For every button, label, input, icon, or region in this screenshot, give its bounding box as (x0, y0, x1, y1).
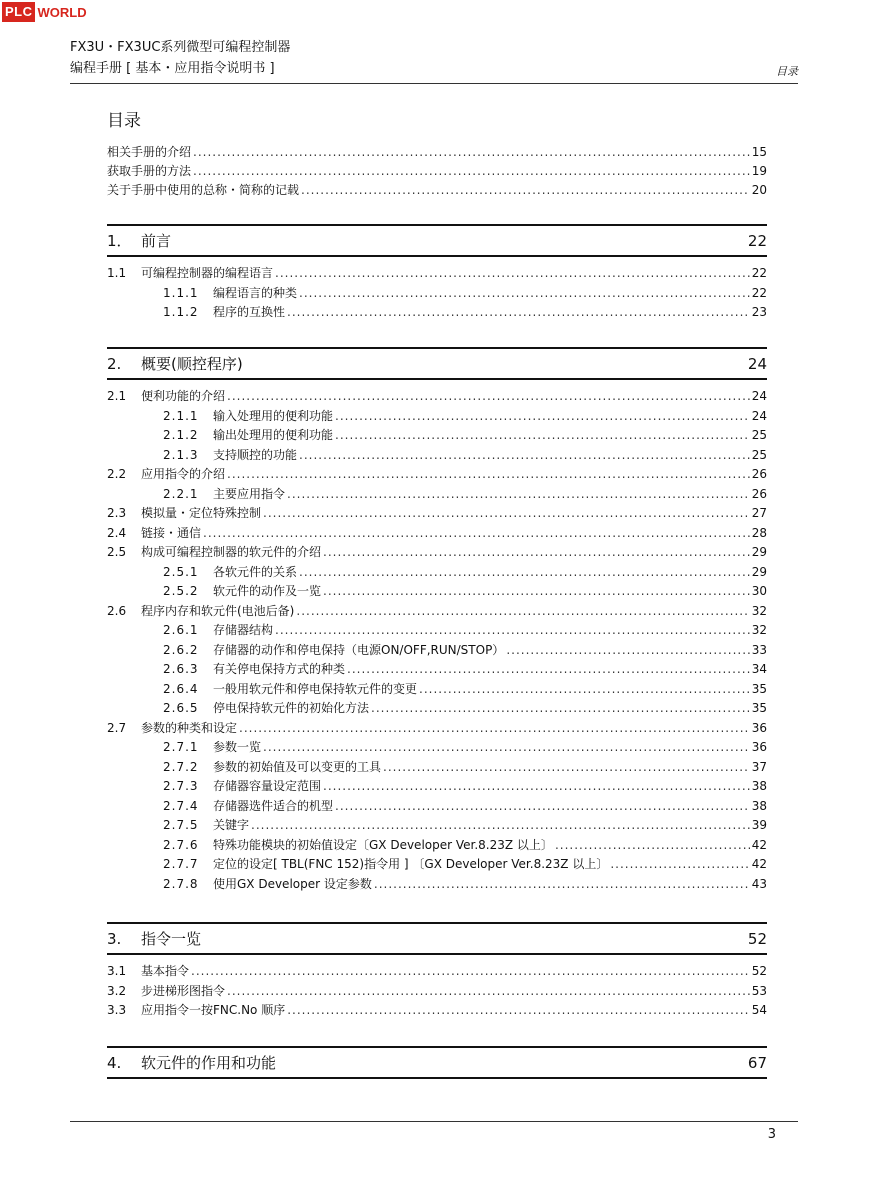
toc-entry-title: 构成可编程控制器的软元件的介绍 (141, 545, 322, 559)
toc-entry-number: 2.2.1 (163, 486, 199, 501)
dot-leader (191, 964, 750, 979)
dot-leader (335, 428, 750, 443)
toc-subsection-entry[interactable] (107, 875, 767, 892)
dot-leader (347, 662, 750, 677)
toc-subsection-entry[interactable] (107, 407, 767, 424)
dot-leader (299, 448, 750, 463)
toc-entry-title: 关键字 (213, 818, 250, 832)
toc-entry-page: 24 (751, 389, 767, 403)
dot-leader (239, 721, 750, 736)
toc-entry-title: 程序的互换性 (213, 305, 286, 319)
dot-leader (287, 487, 750, 502)
chapter-title: 概要(顺控程序) (141, 355, 243, 373)
toc-entry-number: 2.1 (107, 389, 127, 403)
toc-entry-title: 软元件的动作及一览 (213, 584, 322, 598)
dot-leader (227, 389, 750, 404)
dot-leader (419, 682, 750, 697)
chapter-page: 52 (747, 929, 767, 948)
toc-entry-number: 2.7.3 (163, 779, 199, 793)
toc-entry-title: 相关手册的介绍 (107, 145, 192, 159)
toc-subsection-entry[interactable] (107, 621, 767, 638)
toc-subsection-entry[interactable] (107, 284, 767, 301)
toc-entry-page: 19 (751, 164, 767, 178)
dot-leader (275, 623, 750, 638)
toc-entry-number: 3.2 (107, 983, 127, 998)
toc-entry-title: 支持顺控的功能 (213, 447, 298, 462)
toc-entry-page: 38 (751, 779, 767, 793)
toc-section-entry[interactable] (107, 602, 767, 619)
toc-entry-title: 输入处理用的便利功能 (213, 408, 334, 423)
toc-entry-page: 30 (751, 584, 767, 598)
toc-entry-title: 步进梯形图指令 (141, 983, 226, 998)
page-number: 3 (767, 1127, 776, 1142)
toc-entry-page: 36 (751, 720, 767, 735)
dot-leader (335, 409, 750, 424)
toc-subsection-entry[interactable] (107, 660, 767, 677)
toc-entry-page: 22 (751, 285, 767, 300)
chapter-number: 3. (107, 929, 122, 948)
chapter-page: 24 (747, 354, 767, 373)
toc-entry-page: 43 (751, 876, 767, 891)
toc-entry-page: 29 (751, 564, 767, 579)
toc-entry-number: 2.5 (107, 545, 127, 559)
toc-entry-title: 链接・通信 (141, 525, 202, 540)
toc-entry-title: 获取手册的方法 (107, 164, 192, 178)
dot-leader (299, 286, 750, 301)
dot-leader (323, 545, 750, 560)
toc-entry-page: 34 (751, 662, 767, 676)
toc-section-entry[interactable] (107, 264, 767, 281)
toc-subsection-entry[interactable] (107, 836, 767, 853)
toc-entry-title: 定位的设定[ TBL(FNC 152)指令用 ] 〔GX Developer Ver.8.23Z 以上〕 (213, 857, 609, 871)
toc-entry-page: 37 (751, 759, 767, 774)
toc-entry-number: 2.7.5 (163, 818, 199, 832)
dot-leader (555, 838, 750, 853)
dot-leader (296, 604, 749, 619)
toc-subsection-entry[interactable] (107, 446, 767, 463)
toc-entry-title: 参数一览 (213, 740, 262, 754)
toc-section-entry[interactable] (107, 465, 767, 482)
toc-entry-page: 35 (751, 701, 767, 715)
toc-entry-title: 存储器结构 (213, 623, 274, 637)
toc-subsection-entry[interactable] (107, 563, 767, 580)
toc-entry-page: 35 (751, 681, 767, 696)
toc-subsection-entry[interactable] (107, 816, 767, 833)
toc-subsection-entry[interactable] (107, 303, 767, 320)
toc-entry-number: 2.1.3 (163, 447, 199, 462)
dot-leader (323, 584, 750, 599)
toc-entry-number: 2.6.2 (163, 642, 199, 657)
toc-entry-page: 24 (751, 408, 767, 423)
toc-section-entry[interactable] (107, 719, 767, 736)
toc-subsection-entry[interactable] (107, 426, 767, 443)
toc-entry-title: 输出处理用的便利功能 (213, 428, 334, 442)
chapter-heading[interactable] (107, 1046, 767, 1079)
toc-subsection-entry[interactable] (107, 758, 767, 775)
dot-leader (193, 145, 750, 160)
toc-entry-number: 1.1.2 (163, 305, 199, 319)
toc-section-entry[interactable] (107, 982, 767, 999)
toc-entry-number: 1.1 (107, 266, 127, 280)
toc-entry-title: 可编程控制器的编程语言 (141, 266, 274, 280)
toc-entry-page: 36 (751, 740, 767, 754)
toc-entry-number: 2.7.8 (163, 876, 199, 891)
toc-subsection-entry[interactable] (107, 797, 767, 814)
toc-entry-number: 2.3 (107, 506, 127, 520)
toc-entry-page: 39 (751, 818, 767, 832)
toc-entry[interactable] (107, 181, 767, 198)
toc-entry-title: 存储器容量设定范围 (213, 779, 322, 793)
dot-leader (383, 760, 750, 775)
toc-entry-title: 编程语言的种类 (213, 285, 298, 300)
dot-leader (263, 740, 750, 755)
dot-leader (374, 877, 750, 892)
toc-entry-page: 23 (751, 305, 767, 319)
toc-entry-number: 2.1.2 (163, 428, 199, 442)
toc-entry-title: 应用指令的介绍 (141, 467, 226, 481)
toc-entry-page: 42 (751, 837, 767, 852)
chapter-number: 2. (107, 354, 122, 373)
toc-entry-page: 38 (751, 798, 767, 813)
toc-entry-title: 程序内存和软元件(电池后备) (141, 603, 295, 618)
toc-subsection-entry[interactable] (107, 777, 767, 794)
toc-entry-title: 参数的初始值及可以变更的工具 (213, 759, 382, 774)
toc-entry-number: 2.5.2 (163, 584, 199, 598)
toc-entry-number: 2.6.5 (163, 701, 199, 715)
toc-entry-page: 20 (751, 183, 767, 197)
toc-section-entry[interactable] (107, 1001, 767, 1018)
dot-leader (287, 1003, 750, 1018)
dot-leader (227, 467, 750, 482)
toc-section-entry[interactable] (107, 543, 767, 560)
header-manual-title: 编程手册 [ 基本・应用指令说明书 ] (70, 61, 275, 76)
dot-leader (203, 526, 750, 541)
chapter-title: 前言 (141, 232, 172, 250)
dot-leader (335, 799, 750, 814)
toc-subsection-entry[interactable] (107, 641, 767, 658)
dot-leader (287, 305, 750, 320)
chapter-title: 指令一览 (141, 930, 202, 948)
dot-leader (275, 266, 750, 281)
toc-entry-page: 32 (751, 623, 767, 637)
toc-entry-number: 2.7.1 (163, 740, 199, 754)
toc-entry-title: 主要应用指令 (213, 486, 286, 501)
toc-entry-number: 1.1.1 (163, 285, 199, 300)
toc-entry-page: 15 (751, 145, 767, 159)
toc-entry-title: 存储器的动作和停电保持（电源ON/OFF,RUN/STOP） (213, 642, 505, 657)
toc-entry-number: 2.7.6 (163, 837, 199, 852)
dot-leader (506, 643, 749, 658)
dot-leader (610, 857, 749, 872)
toc-entry-page: 29 (751, 545, 767, 559)
toc-entry-number: 2.2 (107, 467, 127, 481)
plc-world-logo (2, 2, 99, 22)
toc-entry-page: 54 (751, 1003, 767, 1017)
toc-entry-page: 22 (751, 266, 767, 280)
dot-leader (371, 701, 750, 716)
toc-entry-page: 25 (751, 447, 767, 462)
toc-subsection-entry[interactable] (107, 485, 767, 502)
dot-leader (251, 818, 750, 833)
toc-entry-title: 存储器选件适合的机型 (213, 798, 334, 813)
toc-entry-number: 2.4 (107, 525, 127, 540)
chapter-number: 4. (107, 1053, 122, 1072)
toc-entry-title: 使用GX Developer 设定参数 (213, 876, 372, 891)
dot-leader (227, 984, 750, 999)
toc-entry-number: 2.6 (107, 603, 127, 618)
toc-entry-number: 2.7.7 (163, 857, 199, 871)
footer-divider (70, 1121, 798, 1122)
toc-subsection-entry[interactable] (107, 582, 767, 599)
toc-entry-title: 各软元件的关系 (213, 564, 298, 579)
toc-entry-title: 特殊功能模块的初始值设定〔GX Developer Ver.8.23Z 以上〕 (213, 837, 553, 852)
toc-subsection-entry[interactable] (107, 855, 767, 872)
dot-leader (301, 183, 750, 198)
toc-entry-page: 33 (751, 642, 767, 657)
chapter-heading[interactable] (107, 224, 767, 257)
logo-world-text: WORLD (35, 4, 90, 20)
toc-section-entry[interactable] (107, 524, 767, 541)
toc-entry-page: 25 (751, 428, 767, 442)
chapter-number: 1． (107, 232, 132, 250)
toc-section-entry[interactable] (107, 962, 767, 979)
toc-entry[interactable] (107, 143, 767, 160)
header-section-label: 目录 (776, 65, 798, 78)
toc-entry-page: 42 (751, 857, 767, 871)
toc-subsection-entry[interactable] (107, 738, 767, 755)
toc-entry-title: 应用指令一按FNC.No 顺序 (141, 1003, 286, 1017)
dot-leader (263, 506, 750, 521)
toc-entry-number: 3.3 (107, 1003, 127, 1017)
toc-entry-page: 32 (751, 603, 767, 618)
toc-entry-title: 参数的种类和设定 (141, 720, 238, 735)
toc-title: 目录 (107, 111, 141, 131)
toc-entry-number: 2.7.2 (163, 759, 199, 774)
toc-section-entry[interactable] (107, 504, 767, 521)
toc-entry-page: 28 (751, 525, 767, 540)
toc-section-entry[interactable] (107, 387, 767, 404)
logo-plc-text: PLC (2, 2, 35, 22)
toc-entry-number: 2.7 (107, 720, 127, 735)
header-product-line: FX3U・FX3UC系列微型可编程控制器 (70, 40, 291, 55)
toc-entry-page: 27 (751, 506, 767, 520)
toc-entry-title: 有关停电保持方式的种类 (213, 662, 346, 676)
header-divider (70, 83, 798, 84)
toc-entry-title: 关于手册中使用的总称・简称的记载 (107, 183, 300, 197)
toc-subsection-entry[interactable] (107, 699, 767, 716)
toc-entry-number: 2.6.4 (163, 681, 199, 696)
toc-entry-title: 基本指令 (141, 964, 190, 978)
toc-entry-number: 2.6.1 (163, 623, 199, 637)
toc-entry-page: 26 (751, 486, 767, 501)
toc-entry-number: 2.6.3 (163, 662, 199, 676)
toc-entry-page: 52 (751, 964, 767, 978)
toc-entry[interactable] (107, 162, 767, 179)
toc-entry-number: 2.1.1 (163, 408, 199, 423)
toc-entry-number: 2.5.1 (163, 564, 199, 579)
toc-entry-page: 53 (751, 983, 767, 998)
chapter-page: 67 (747, 1053, 767, 1072)
chapter-heading[interactable] (107, 922, 767, 955)
toc-entry-number: 3.1 (107, 964, 127, 978)
dot-leader (193, 164, 750, 179)
toc-entry-page: 26 (751, 467, 767, 481)
chapter-title: 软元件的作用和功能 (141, 1054, 277, 1072)
dot-leader (299, 565, 750, 580)
chapter-page: 22 (747, 231, 767, 250)
toc-entry-title: 便利功能的介绍 (141, 389, 226, 403)
toc-entry-title: 一般用软元件和停电保持软元件的变更 (213, 681, 418, 696)
dot-leader (323, 779, 750, 794)
chapter-heading[interactable] (107, 347, 767, 380)
toc-entry-title: 停电保持软元件的初始化方法 (213, 701, 370, 715)
toc-entry-title: 模拟量・定位特殊控制 (141, 506, 262, 520)
toc-entry-number: 2.7.4 (163, 798, 199, 813)
toc-subsection-entry[interactable] (107, 680, 767, 697)
